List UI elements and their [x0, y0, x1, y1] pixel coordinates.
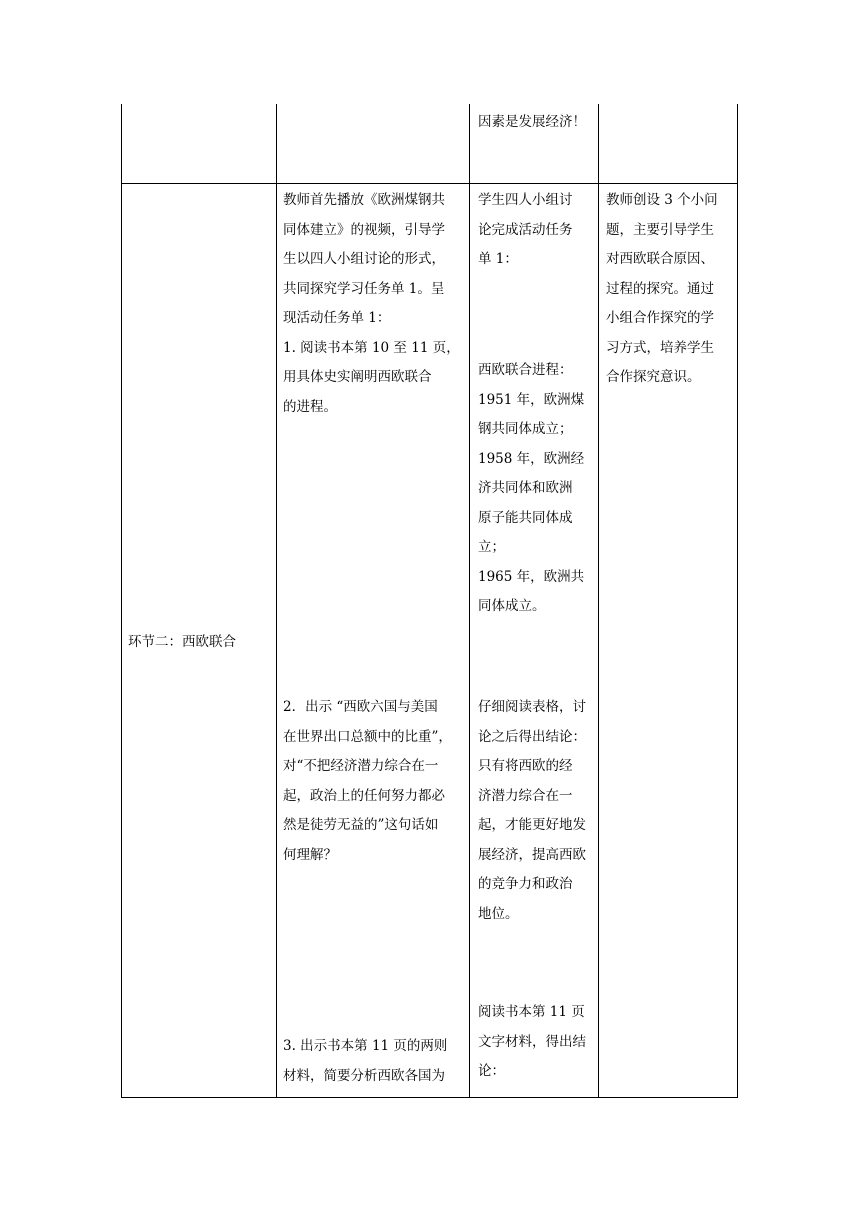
- text-line: 用具体史实阐明西欧联合: [283, 369, 432, 385]
- text-line: 单 1：: [478, 251, 518, 267]
- text-line: 何理解？: [283, 846, 337, 863]
- text-line: 然是徒劳无益的”这句话如: [283, 817, 439, 833]
- top-row-col3-text: [478, 108, 594, 138]
- teacher-activity-question-2: [283, 693, 465, 870]
- text-line: 济共同体和欧洲: [478, 480, 573, 496]
- text-line: 在世界出口总额中的比重”，: [283, 728, 452, 745]
- text-line: 学生四人小组讨: [478, 192, 573, 208]
- text-line: 1965 年，欧洲共: [478, 568, 585, 585]
- text-line: 仔细阅读表格，讨: [478, 699, 586, 715]
- table-divider-1: [276, 104, 277, 1098]
- text-line: 文字材料，得出结: [478, 1033, 586, 1050]
- text-line: 过程的探究。通过: [606, 280, 714, 297]
- text-line: 地位。: [478, 905, 519, 922]
- table-divider-3: [598, 104, 599, 1098]
- text-line: 教师首先播放《欧洲煤钢共: [283, 192, 445, 208]
- text-line: 1951 年，欧洲煤: [478, 391, 585, 408]
- text-line: 小组合作探究的学: [606, 310, 714, 326]
- text-line: 题，主要引导学生: [606, 221, 714, 238]
- text-line: 阅读书本第 11 页: [478, 1004, 585, 1020]
- text-line: 合作探究意识。: [606, 369, 701, 385]
- text-line: 的竞争力和政治: [478, 876, 573, 892]
- design-intent: [606, 186, 734, 393]
- text-line: 论完成活动任务: [478, 221, 573, 238]
- text-line: 对西欧联合原因、: [606, 251, 714, 267]
- table-border-bottom: [121, 1097, 738, 1098]
- text-line: 对“不把经济潜力综合在一: [283, 758, 439, 774]
- teacher-activity-question-3: [283, 1032, 465, 1091]
- stage-label: [128, 628, 273, 658]
- teacher-activity-intro: [283, 186, 465, 422]
- table-divider-2: [469, 104, 470, 1098]
- text-line: 习方式，培养学生: [606, 339, 714, 356]
- text-line: 因素是发展经济！: [478, 114, 586, 130]
- text-line: 只有将西欧的经: [478, 758, 573, 774]
- text-line: 济潜力综合在一: [478, 787, 573, 804]
- text-line: 1. 阅读书本第 10 至 11 页，: [283, 339, 460, 356]
- stage-label-text: 环节二：西欧联合: [128, 634, 236, 650]
- text-line: 论：: [478, 1063, 505, 1079]
- text-line: 立；: [478, 539, 505, 555]
- table-border-right: [737, 104, 738, 1098]
- student-answer-2: [478, 693, 594, 929]
- text-line: 展经济，提高西欧: [478, 846, 586, 863]
- student-answer-1: [478, 356, 594, 622]
- text-line: 生以四人小组讨论的形式，: [283, 251, 445, 267]
- text-line: 原子能共同体成: [478, 509, 573, 526]
- text-line: 同体成立。: [478, 598, 546, 614]
- text-line: 起，政治上的任何努力都必: [283, 787, 445, 804]
- text-line: 起，才能更好地发: [478, 817, 586, 833]
- text-line: 同体建立》的视频，引导学: [283, 221, 445, 238]
- text-line: 现活动任务单 1：: [283, 310, 391, 326]
- student-answer-3: [478, 998, 594, 1087]
- text-line: 3. 出示书本第 11 页的两则: [283, 1038, 448, 1054]
- text-line: 1958 年，欧洲经: [478, 450, 585, 467]
- text-line: 共同探究学习任务单 1。呈: [283, 280, 445, 297]
- text-line: 2．出示 “西欧六国与美国: [283, 699, 438, 715]
- text-line: 钢共同体成立；: [478, 421, 573, 437]
- text-line: 的进程。: [283, 398, 337, 415]
- table-border-left: [121, 104, 122, 1098]
- text-line: 西欧联合进程：: [478, 362, 573, 378]
- student-activity-intro: [478, 186, 594, 275]
- text-line: 教师创设 3 个小问: [606, 192, 718, 208]
- row-separator: [121, 183, 738, 184]
- text-line: 材料，简要分析西欧各国为: [283, 1067, 445, 1084]
- text-line: 论之后得出结论：: [478, 728, 586, 745]
